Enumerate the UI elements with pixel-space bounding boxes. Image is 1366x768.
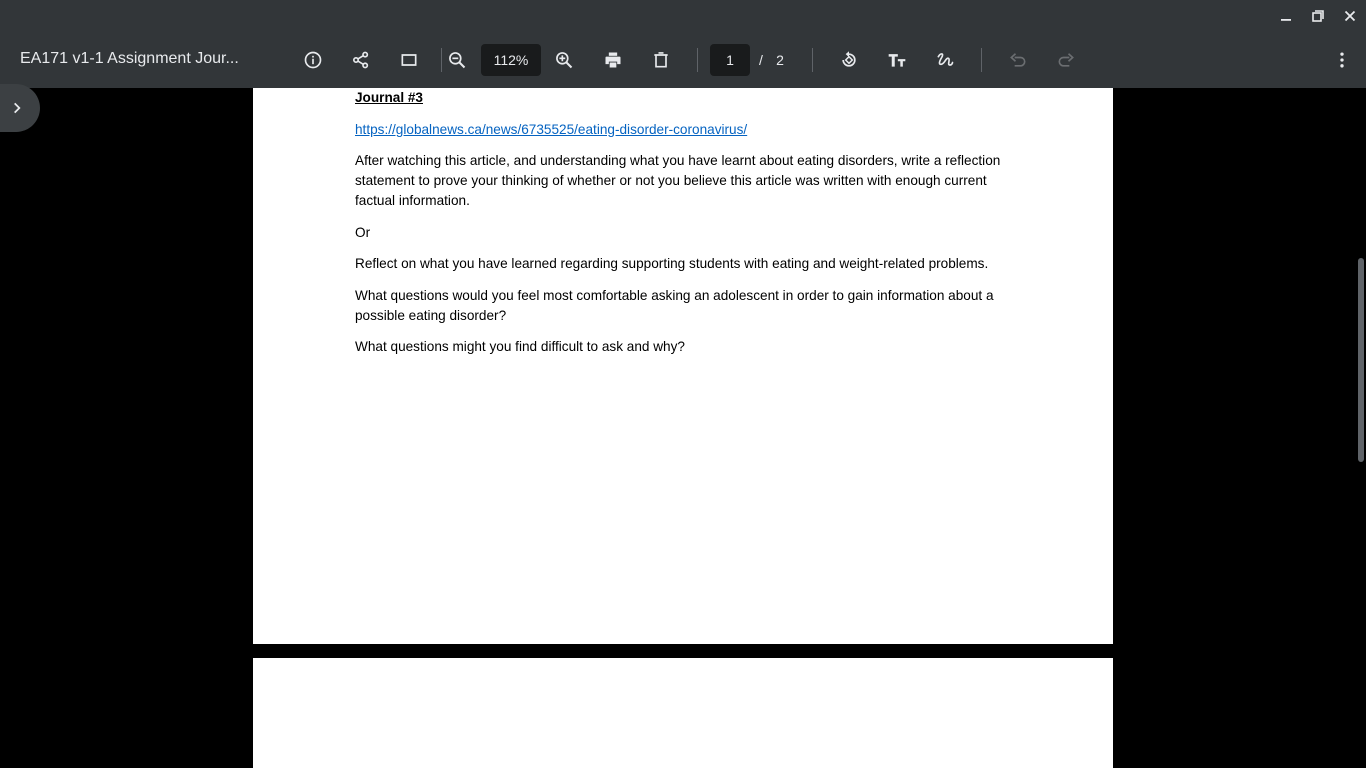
more-actions-button[interactable] <box>1326 44 1358 76</box>
toolbar-divider <box>981 48 982 72</box>
zoom-in-button[interactable] <box>548 44 580 76</box>
window-titlebar <box>0 0 1366 32</box>
paragraph-reflect: Reflect on what you have learned regarding supporting students with eating and weight-related problems. <box>355 256 989 271</box>
redo-icon <box>1056 50 1076 70</box>
paragraph-reflection: After watching this article, and understanding what you have learnt about eating disorders, write a reflection statement to prove your thinking of whether or not you believe this article was written with enough current factual information. <box>355 153 1001 208</box>
fit-to-page-button[interactable] <box>393 44 425 76</box>
paragraph-difficult-questions: What questions might you find difficult to ask and why? <box>355 339 685 354</box>
current-page-field[interactable]: 1 <box>710 44 750 76</box>
toolbar-divider <box>697 48 698 72</box>
close-icon <box>1344 10 1356 22</box>
toolbar-divider <box>812 48 813 72</box>
document-properties-button[interactable] <box>297 44 329 76</box>
text-icon <box>887 50 907 70</box>
maximize-icon <box>1312 10 1324 22</box>
text-annotation-button[interactable] <box>881 44 913 76</box>
share-icon <box>351 50 371 70</box>
draw-button[interactable] <box>929 44 961 76</box>
zoom-out-button[interactable] <box>441 44 473 76</box>
undo-button[interactable] <box>1002 44 1034 76</box>
document-title: EA171 v1-1 Assignment Jour... <box>20 50 239 67</box>
delete-icon <box>651 50 671 70</box>
print-icon <box>603 50 623 70</box>
vertical-scrollbar[interactable] <box>1356 88 1366 768</box>
pdf-toolbar <box>0 32 1366 88</box>
chevron-right-icon <box>10 101 24 115</box>
page-content <box>355 88 1003 369</box>
pdf-page-1 <box>253 88 1113 644</box>
paragraph-or: Or <box>355 224 371 240</box>
zoom-out-icon <box>447 50 467 70</box>
info-icon <box>303 50 323 70</box>
more-vert-icon <box>1332 50 1352 70</box>
document-viewer[interactable] <box>0 88 1366 768</box>
undo-icon <box>1008 50 1028 70</box>
print-button[interactable] <box>597 44 629 76</box>
rotate-icon <box>839 50 859 70</box>
minimize-button[interactable] <box>1274 4 1298 28</box>
scrollbar-thumb[interactable] <box>1358 258 1364 462</box>
zoom-in-icon <box>554 50 574 70</box>
maximize-button[interactable] <box>1306 4 1330 28</box>
draw-icon <box>935 50 955 70</box>
pdf-page-2 <box>253 658 1113 768</box>
total-pages: 2 <box>776 52 784 68</box>
paragraph-comfortable-questions: What questions would you feel most comfortable asking an adolescent in order to gain information about a possible eating disorder? <box>355 287 994 323</box>
fit-page-icon <box>399 50 419 70</box>
journal-heading: Journal #3 <box>355 90 423 105</box>
delete-button[interactable] <box>645 44 677 76</box>
rotate-button[interactable] <box>833 44 865 76</box>
zoom-level-field[interactable]: 112% <box>481 44 541 76</box>
close-button[interactable] <box>1338 4 1362 28</box>
redo-button[interactable] <box>1050 44 1082 76</box>
article-link[interactable]: https://globalnews.ca/news/6735525/eating-disorder-coronavirus/ <box>355 121 748 137</box>
share-button[interactable] <box>345 44 377 76</box>
minimize-icon <box>1280 10 1292 22</box>
page-separator: / <box>759 52 763 68</box>
